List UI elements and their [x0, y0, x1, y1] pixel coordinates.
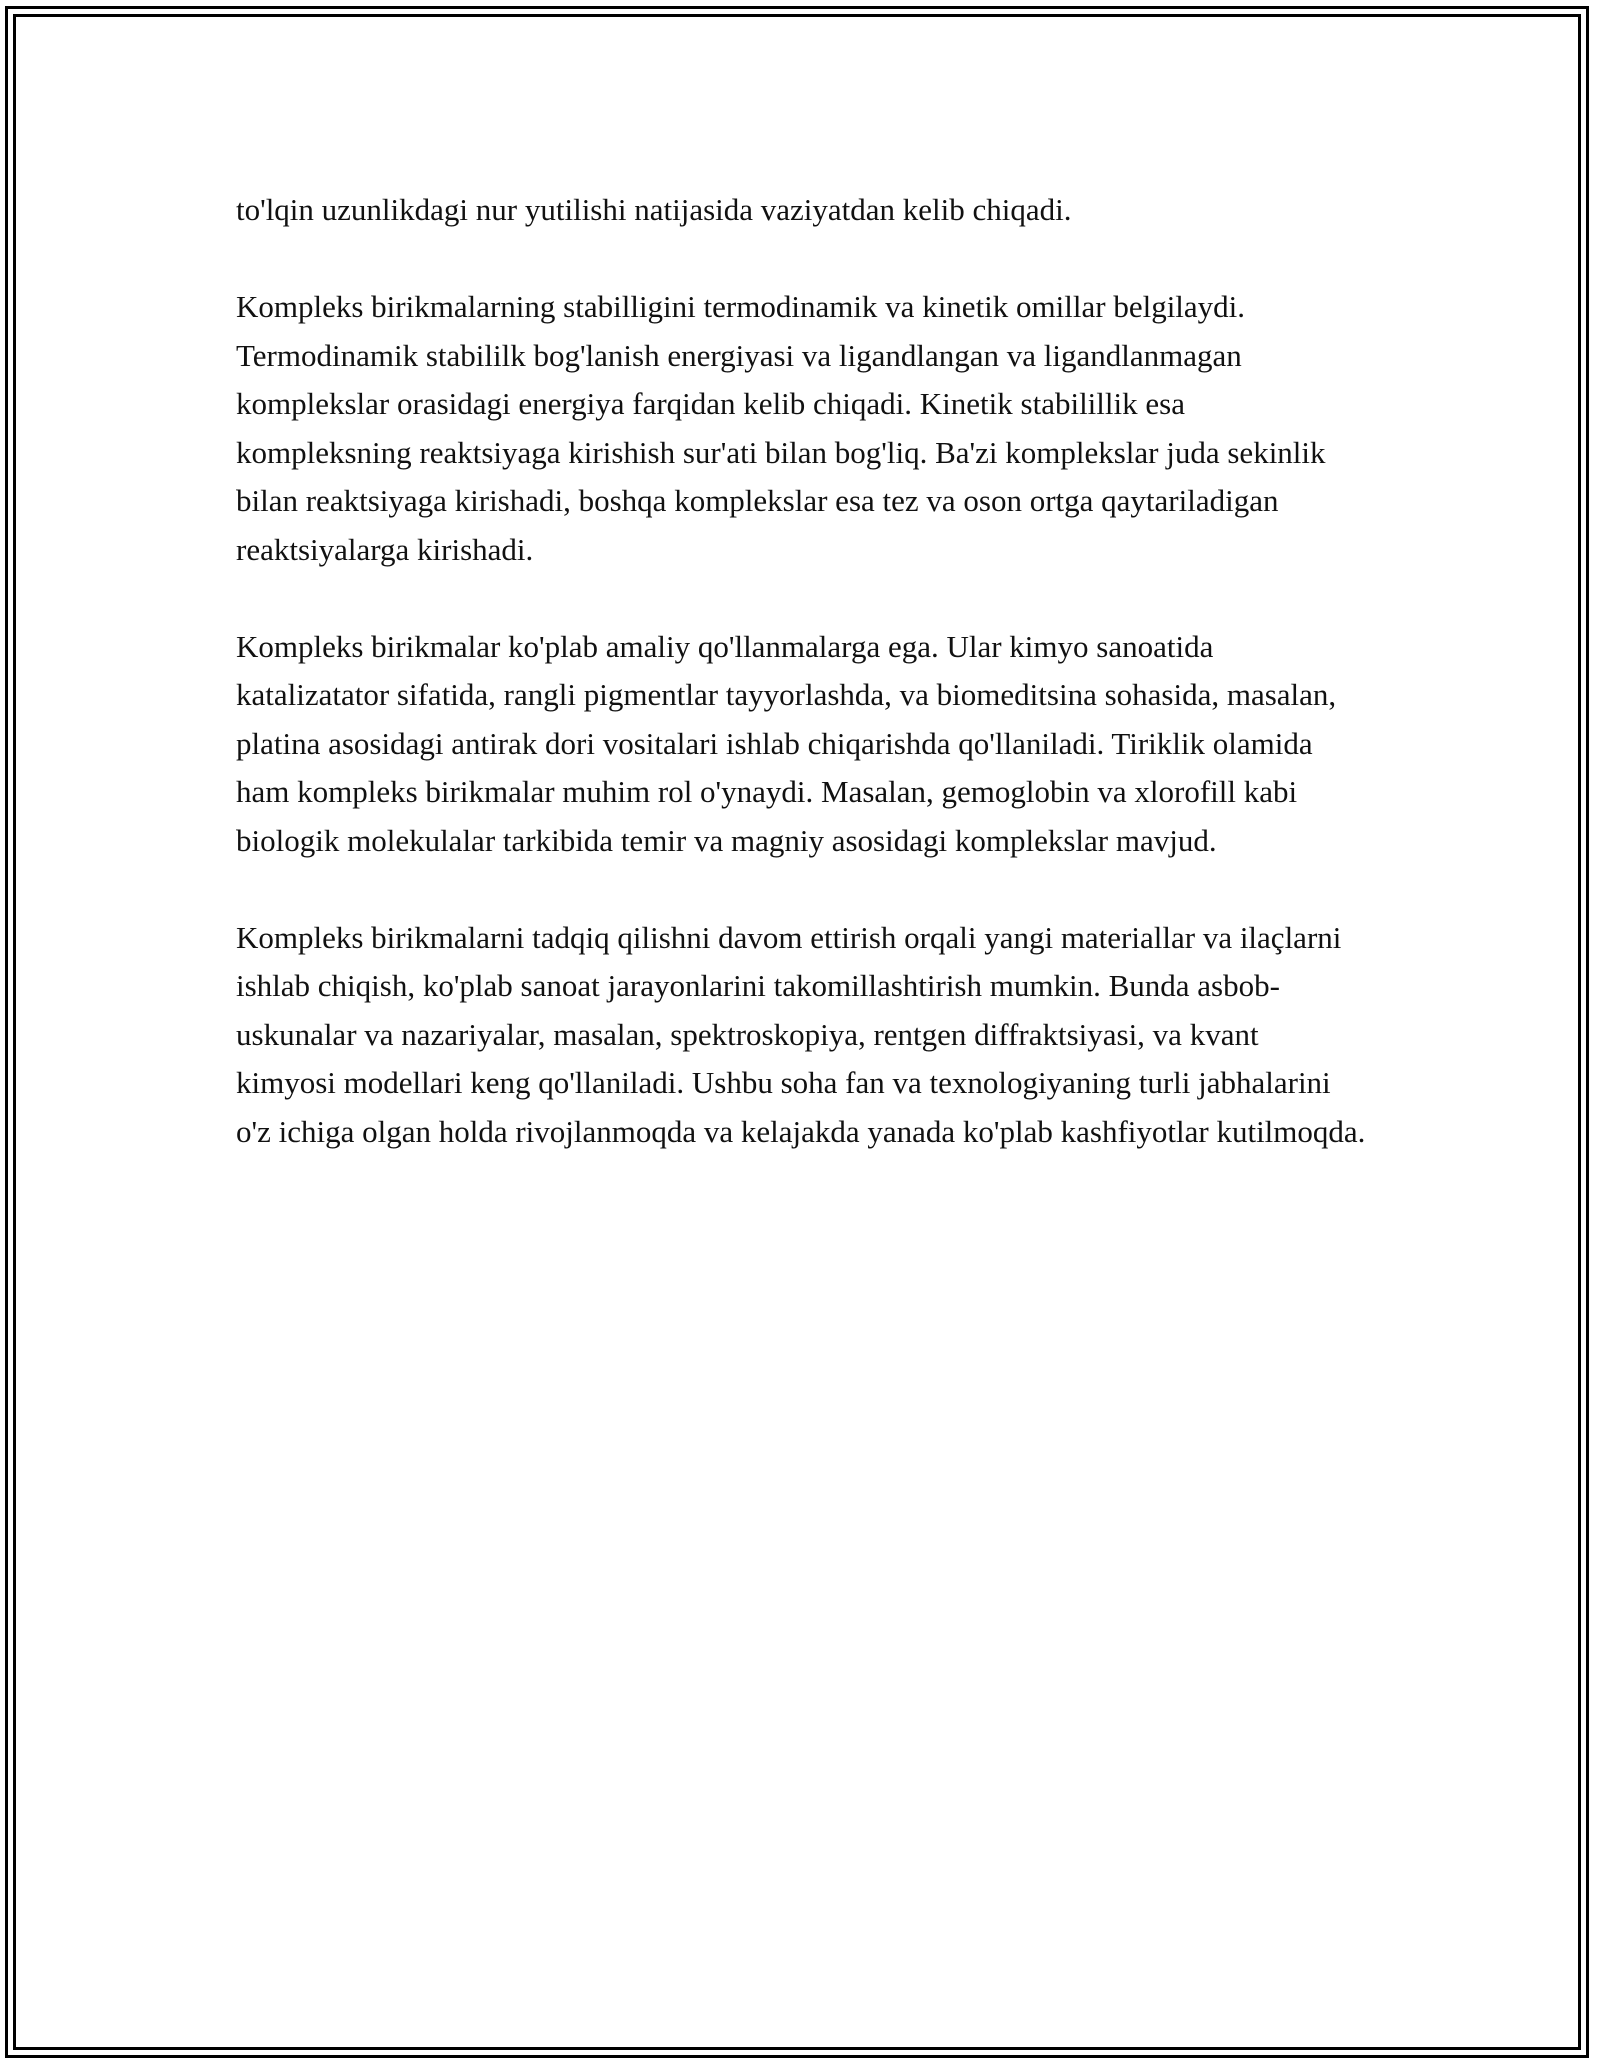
paragraph-4: Kompleks birikmalarni tadqiq qilishni davom ettirish orqali yangi materiallar va ilaçlarni ishlab chiqish, ko'plab sanoat jarayonlarini takomillashtirish mumkin. Bunda asbob-uskunalar va nazariyalar, masalan, spektroskopiya, rentgen diffraktsiyasi, va kvant kimyosi modellari keng qo'llaniladi. Ushbu soha fan va texnologiyaning turli jabhalarini o'z ichiga olgan holda rivojlanmoqda va kelajakda yanada ko'plab kashfiyotlar kutilmoqda. — [236, 919, 1366, 1149]
paragraph-2: Kompleks birikmalarning stabilligini termodinamik va kinetik omillar belgilaydi. Termodinamik stabililk bog'lanish energiyasi va ligandlangan va ligandlanmagan komplekslar orasidagi energiya farqidan kelib chiqadi. Kinetik stabilillik esa kompleksning reaktsiyaga kirishish sur'ati bilan bog'liq. Ba'zi komplekslar juda sekinlik bilan reaktsiyaga kirishadi, boshqa komplekslar esa tez va oson ortga qaytariladigan reaktsiyalarga kirishadi. — [236, 289, 1326, 567]
paragraph-1: to'lqin uzunlikdagi nur yutilishi natijasida vaziyatdan kelib chiqadi. — [236, 192, 1072, 227]
document-body — [236, 186, 1366, 1205]
paragraph-3: Kompleks birikmalar ko'plab amaliy qo'llanmalarga ega. Ular kimyo sanoatida katalizatator sifatida, rangli pigmentlar tayyorlashda, va biomeditsina sohasida, masalan, platina asosidagi antirak dori vositalari ishlab chiqarishda qo'llaniladi. Tiriklik olamida ham kompleks birikmalar muhim rol o'ynaydi. Masalan, gemoglobin va xlorofill kabi biologik molekulalar tarkibida temir va magniy asosidagi komplekslar mavjud. — [236, 628, 1337, 858]
